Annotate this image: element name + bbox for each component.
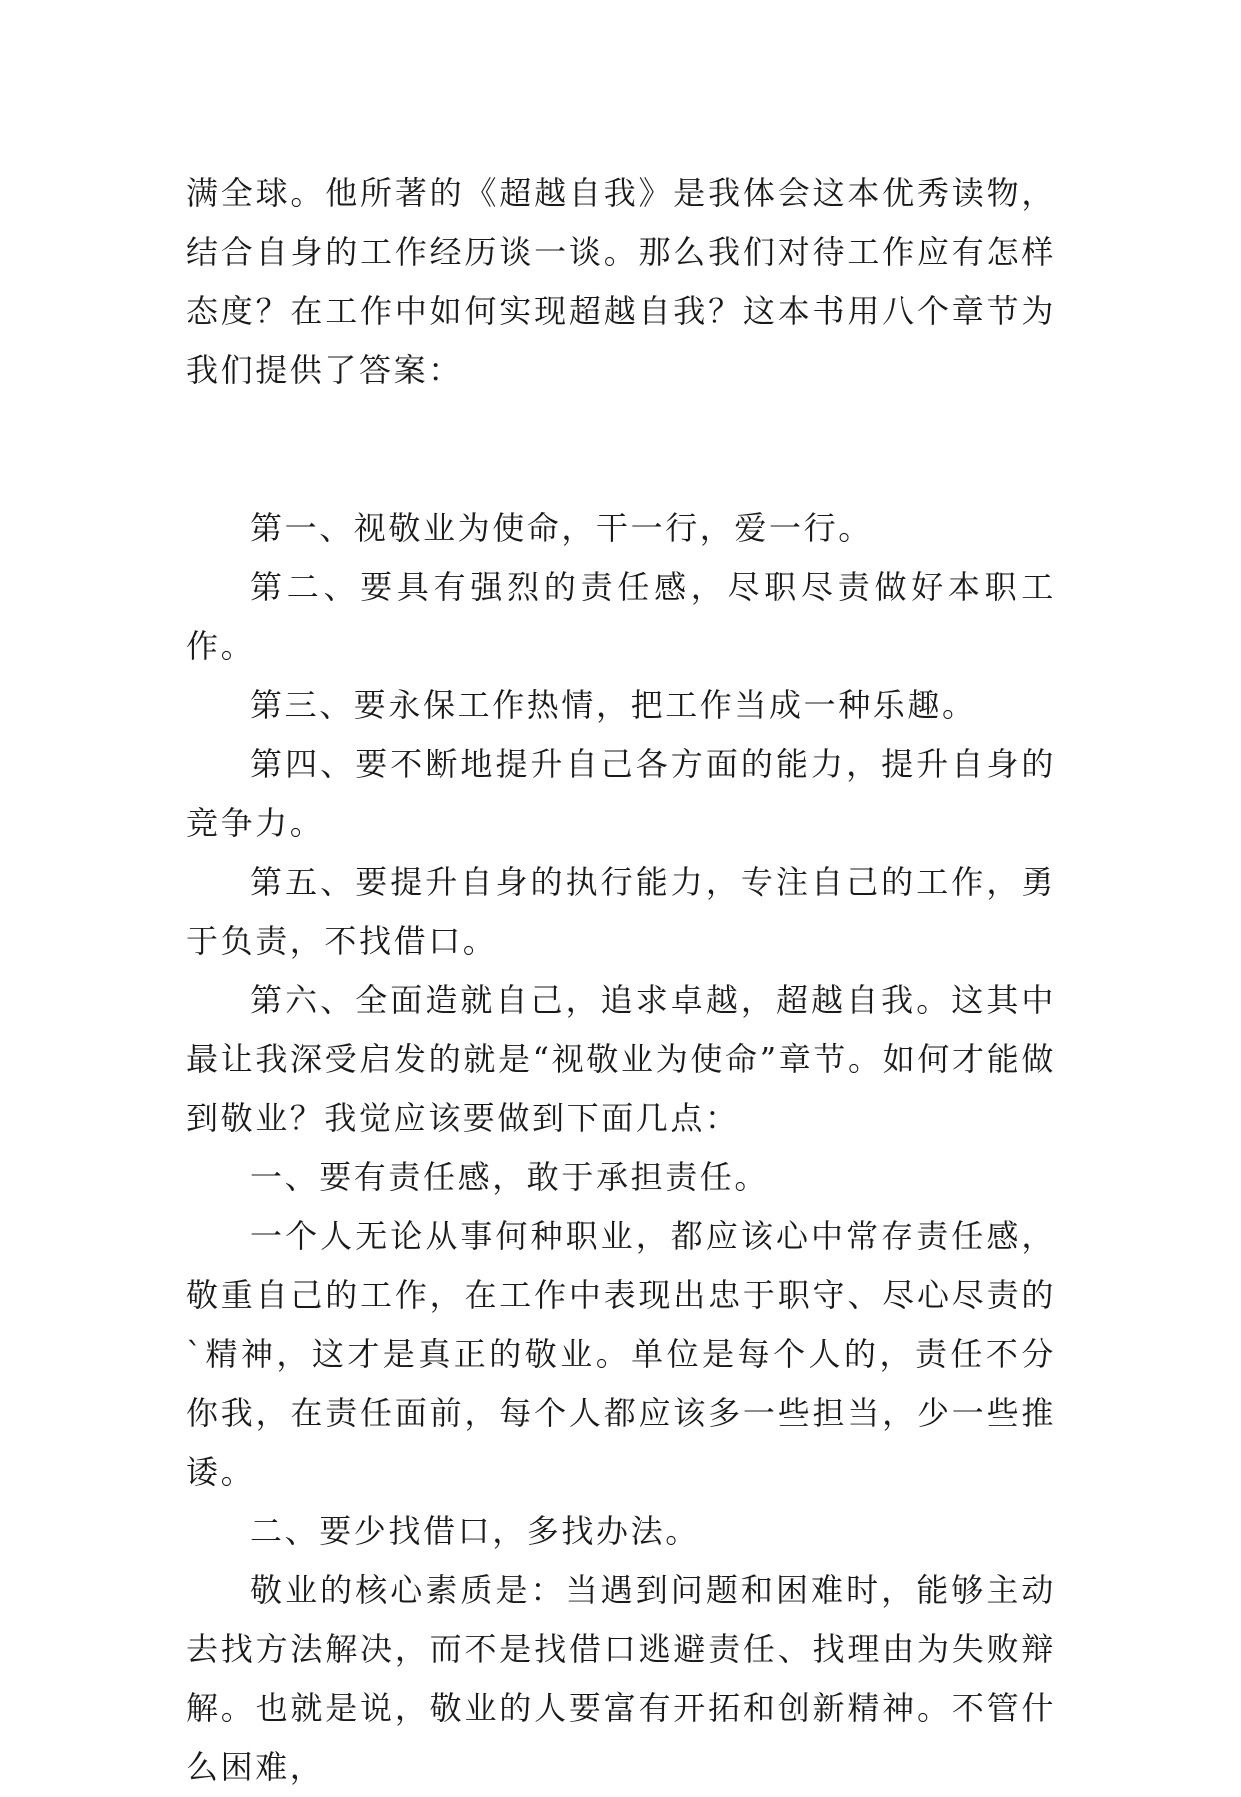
paragraph-responsibility-body: 一个人无论从事何种职业，都应该心中常存责任感，敬重自己的工作，在工作中表现出忠于职守、尽心尽责的`精神，这才是真正的敬业。单位是每个人的，责任不分你我，在责任面前，每个人都应该多一些担当，少一些推诿。 — [186, 1217, 1056, 1491]
paragraph-point-3: 第三、要永保工作热情，把工作当成一种乐趣。 — [250, 686, 977, 724]
paragraph-spacer — [186, 400, 1056, 499]
document-body — [186, 164, 1056, 1797]
paragraph-heading-methods: 二、要少找借口，多找办法。 — [250, 1512, 700, 1550]
paragraph-point-4: 第四、要不断地提升自己各方面的能力，提升自身的竞争力。 — [186, 745, 1056, 842]
paragraph-point-6: 第六、全面造就自己，追求卓越，超越自我。这其中最让我深受启发的就是“视敬业为使命”章节。如何才能做到敬业？我觉应该要做到下面几点： — [186, 981, 1056, 1137]
paragraph-methods-body: 敬业的核心素质是：当遇到问题和困难时，能够主动去找方法解决，而不是找借口逃避责任、找理由为失败辩解。也就是说，敬业的人要富有开拓和创新精神。不管什么困难， — [186, 1571, 1056, 1786]
paragraph-heading-responsibility: 一、要有责任感，敢于承担责任。 — [250, 1158, 770, 1196]
paragraph-point-1: 第一、视敬业为使命，干一行，爱一行。 — [250, 509, 873, 547]
paragraph-point-2: 第二、要具有强烈的责任感，尽职尽责做好本职工作。 — [186, 568, 1056, 665]
paragraph-book-intro: 满全球。他所著的《超越自我》是我体会这本优秀读物，结合自身的工作经历谈一谈。那么我们对待工作应有怎样态度？在工作中如何实现超越自我？这本书用八个章节为我们提供了答案： — [186, 174, 1056, 389]
paragraph-point-5: 第五、要提升自身的执行能力，专注自己的工作，勇于负责，不找借口。 — [186, 863, 1056, 960]
